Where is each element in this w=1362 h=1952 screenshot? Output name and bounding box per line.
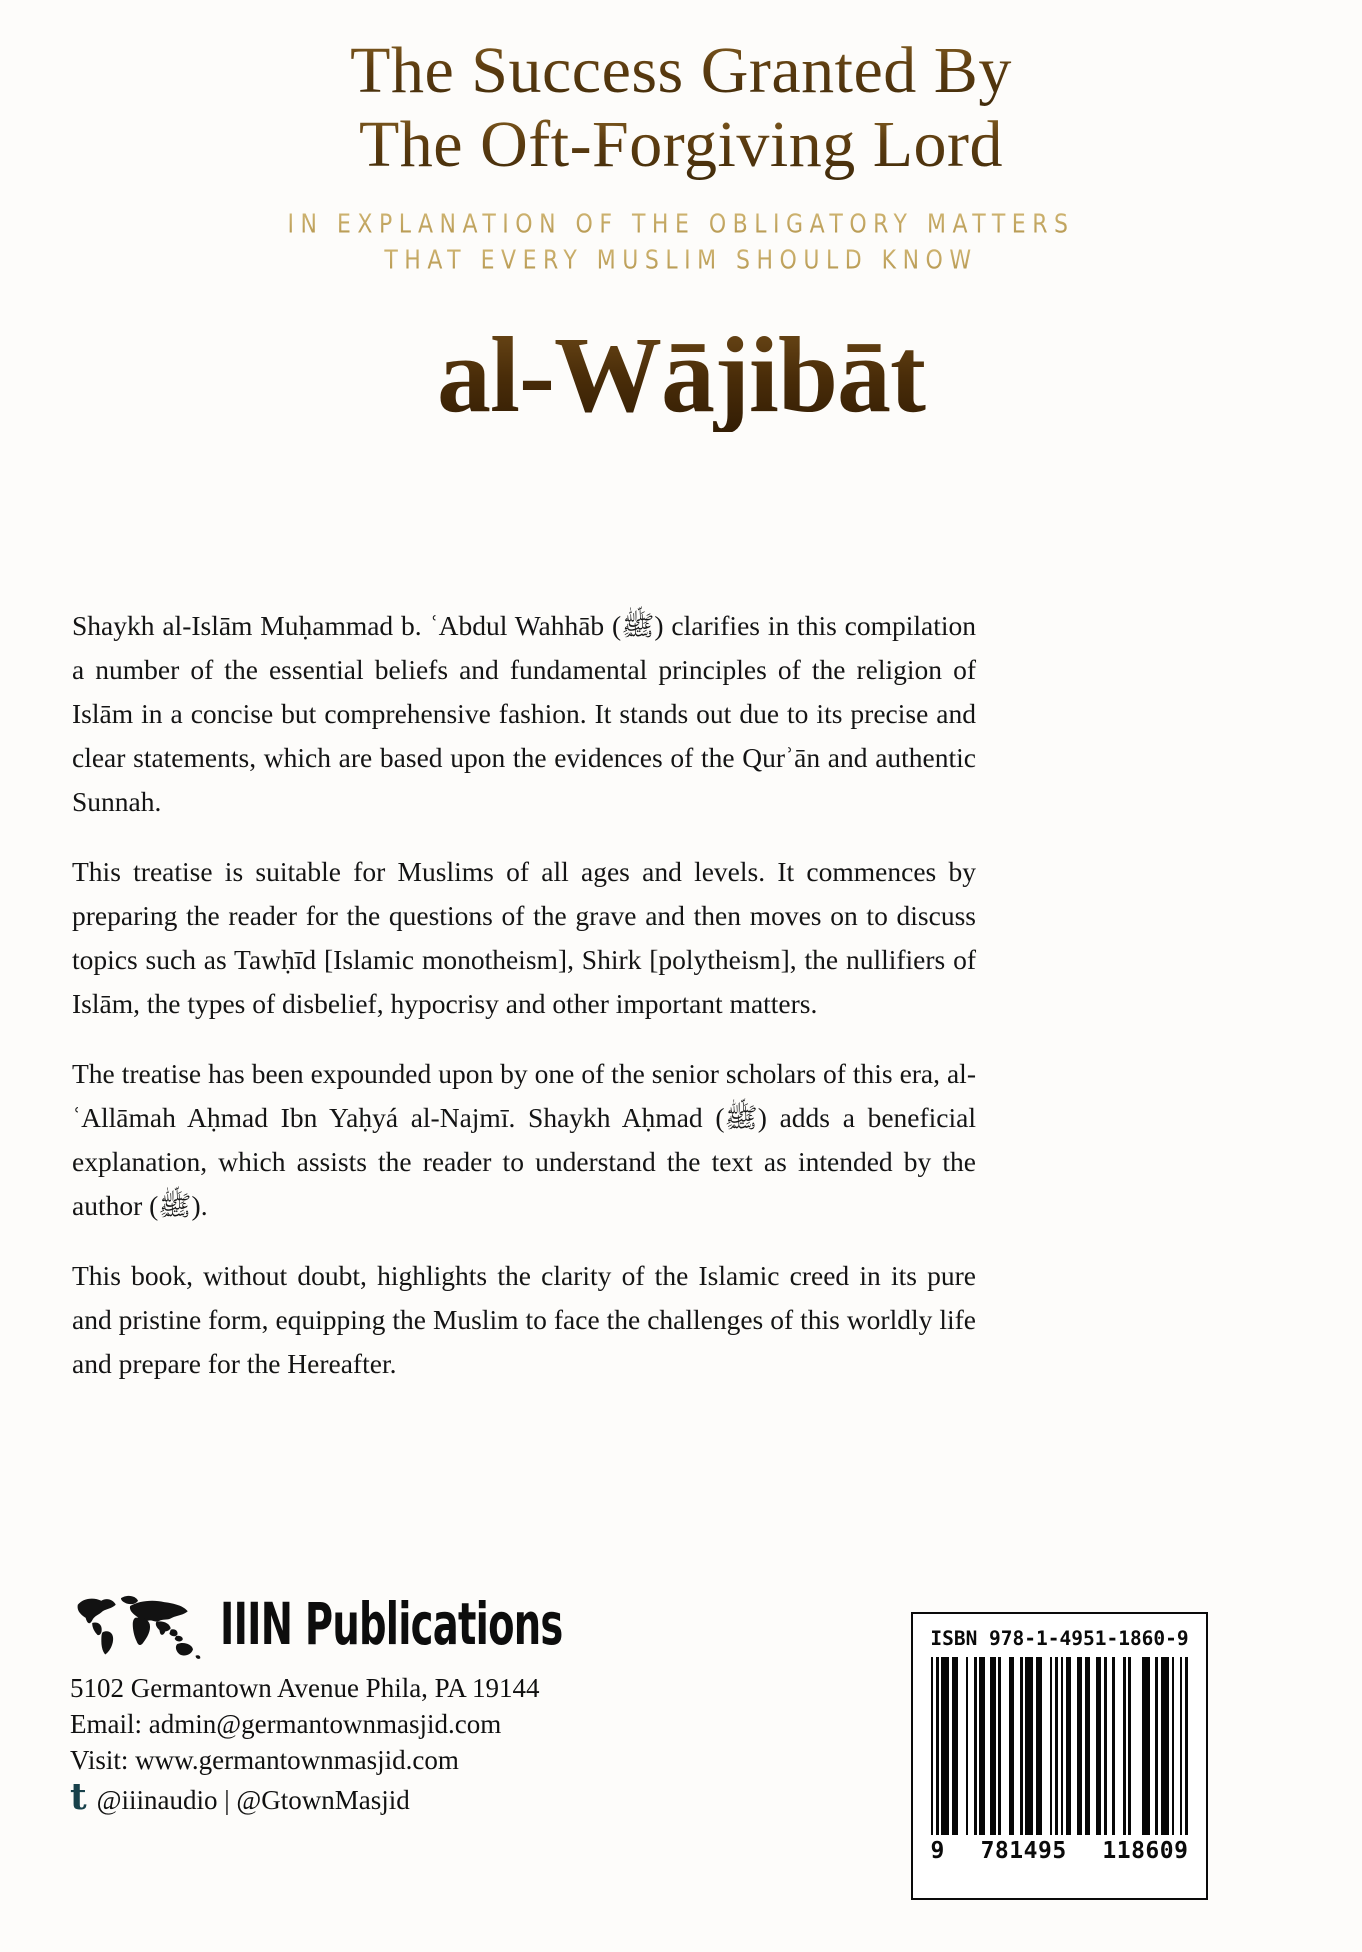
book-subtitle-line-1: IN EXPLANATION OF THE OBLIGATORY MATTERS: [0, 204, 1362, 246]
blurb-paragraph-4: This book, without doubt, highlights the clarity of the Islamic creed in its pure and pristine form, equipping the Muslim to face the challenges of this worldly life and prepare for the Hereafter.: [72, 1260, 976, 1379]
barcode-digit-group-1: 781495: [980, 1838, 1067, 1864]
publisher-website[interactable]: Visit: www.germantownmasjid.com: [70, 1745, 459, 1775]
isbn-label: ISBN 978-1-4951-1860-9: [930, 1627, 1189, 1650]
barcode-digits: [931, 1838, 1189, 1864]
publisher-contact-block: [70, 1670, 710, 1818]
blurb-paragraph-1: Shaykh al-Islām Muḥammad b. ʿAbdul Wahhāb (ﷺ) clarifies in this compilation a number of the essential beliefs and fundamental principles of the religion of Islām in a concise but comprehensive fashion. It stands out due to its precise and clear statements, which are based upon the evidences of the Qurʾān and authentic Sunnah.: [72, 610, 977, 817]
publisher-social-row: [70, 1776, 710, 1818]
publisher-footer: [70, 1588, 710, 1818]
blurb-text: [72, 604, 976, 1386]
publisher-social-handles[interactable]: @iiinaudio | @GtownMasjid: [96, 1785, 410, 1815]
barcode-digit-left: 9: [930, 1838, 945, 1864]
book-title-line-2: The Oft-Forgiving Lord: [0, 108, 1362, 182]
publisher-logo-row: [70, 1588, 710, 1662]
title-block: [0, 34, 1362, 435]
publisher-email[interactable]: Email: admin@germantownmasjid.com: [70, 1709, 502, 1739]
blurb-paragraph-3: The treatise has been expounded upon by one of the senior scholars of this era, al-ʿAllāmah Aḥmad Ibn Yaḥyá al-Najmī. Shaykh Aḥmad (ﷺ) adds a beneficial explanation, which assists the reader to understand the text as intended by the author (ﷺ).: [72, 1058, 976, 1221]
book-title-line-1: The Success Granted By: [0, 34, 1362, 108]
isbn-barcode-box: [911, 1612, 1208, 1900]
book-subtitle-line-2: THAT EVERY MUSLIM SHOULD KNOW: [0, 240, 1362, 282]
ean13-barcode-icon: [931, 1657, 1189, 1835]
blurb-paragraph-2: This treatise is suitable for Muslims of all ages and levels. It commences by preparing the reader for the questions of the grave and then moves on to discuss topics such as Tawḥīd [Islamic monotheism], Shirk [polytheism], the nullifiers of Islām, the types of disbelief, hypocrisy and other important matters.: [72, 856, 976, 1019]
barcode-digit-group-2: 118609: [1102, 1838, 1189, 1864]
tumblr-icon: t: [70, 1776, 87, 1818]
arabic-title: al-Wājibāt: [0, 320, 1362, 432]
publisher-name: IIIN Publications: [220, 1591, 563, 1659]
publisher-address: 5102 Germantown Avenue Phila, PA 19144: [70, 1673, 540, 1703]
world-map-icon: [70, 1589, 206, 1661]
